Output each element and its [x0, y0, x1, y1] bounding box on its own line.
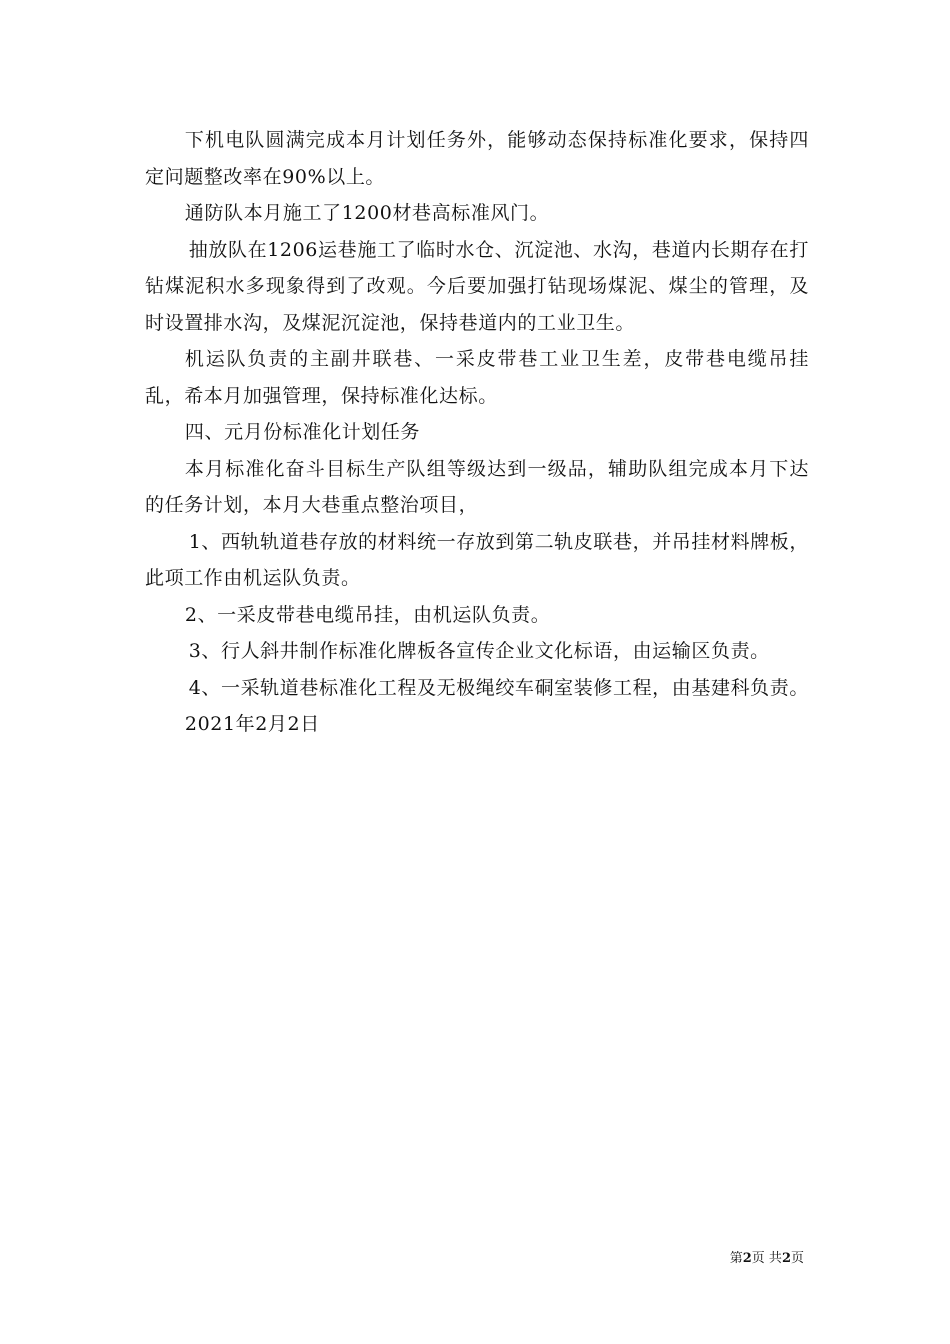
list-item-3: 3、行人斜井制作标准化牌板各宣传企业文化标语，由运输区负责。 [188, 640, 770, 662]
footer-current-page: 2 [742, 1251, 752, 1266]
paragraph-drainage-team: 抽放队在1206运巷施工了临时水仓、沉淀池、水沟，巷道内长期存在打钻煤泥积水多现象得到了改观。今后要加强打钻现场煤泥、煤尘的管理，及时设置排水沟，及煤泥沉淀池，保持巷道内的工业卫生。 [145, 238, 809, 334]
page-footer [730, 1247, 804, 1266]
list-item-1: 1、西轨轨道巷存放的材料统一存放到第二轨皮联巷，并吊挂材料牌板，此项工作由机运队负责。 [145, 530, 809, 589]
footer-suffix: 页 [790, 1251, 804, 1266]
list-item-4: 4、一采轨道巷标准化工程及无极绳绞车硐室装修工程，由基建科负责。 [188, 676, 809, 699]
section-heading-january-plan: 四、元月份标准化计划任务 [184, 421, 421, 443]
list-item-2: 2、一采皮带巷电缆吊挂，由机运队负责。 [184, 603, 551, 626]
document-body [145, 122, 809, 743]
paragraph-transport-team: 机运队负责的主副井联巷、一采皮带巷工业卫生差，皮带巷电缆吊挂乱，希本月加强管理，保持标准化达标。 [145, 348, 809, 407]
document-date: 2021年2月2日 [184, 713, 320, 735]
footer-total-pages: 2 [781, 1251, 791, 1266]
paragraph-ventilation-team: 通防队本月施工了1200材巷高标准风门。 [184, 202, 550, 224]
footer-middle: 页 共 [751, 1251, 782, 1266]
paragraph-electromechanical-team: 下机电队圆满完成本月计划任务外，能够动态保持标准化要求，保持四定问题整改率在90%以上。 [145, 129, 809, 188]
paragraph-monthly-goal: 本月标准化奋斗目标生产队组等级达到一级品，辅助队组完成本月下达的任务计划，本月大巷重点整治项目， [145, 457, 809, 516]
footer-prefix: 第 [729, 1251, 743, 1266]
